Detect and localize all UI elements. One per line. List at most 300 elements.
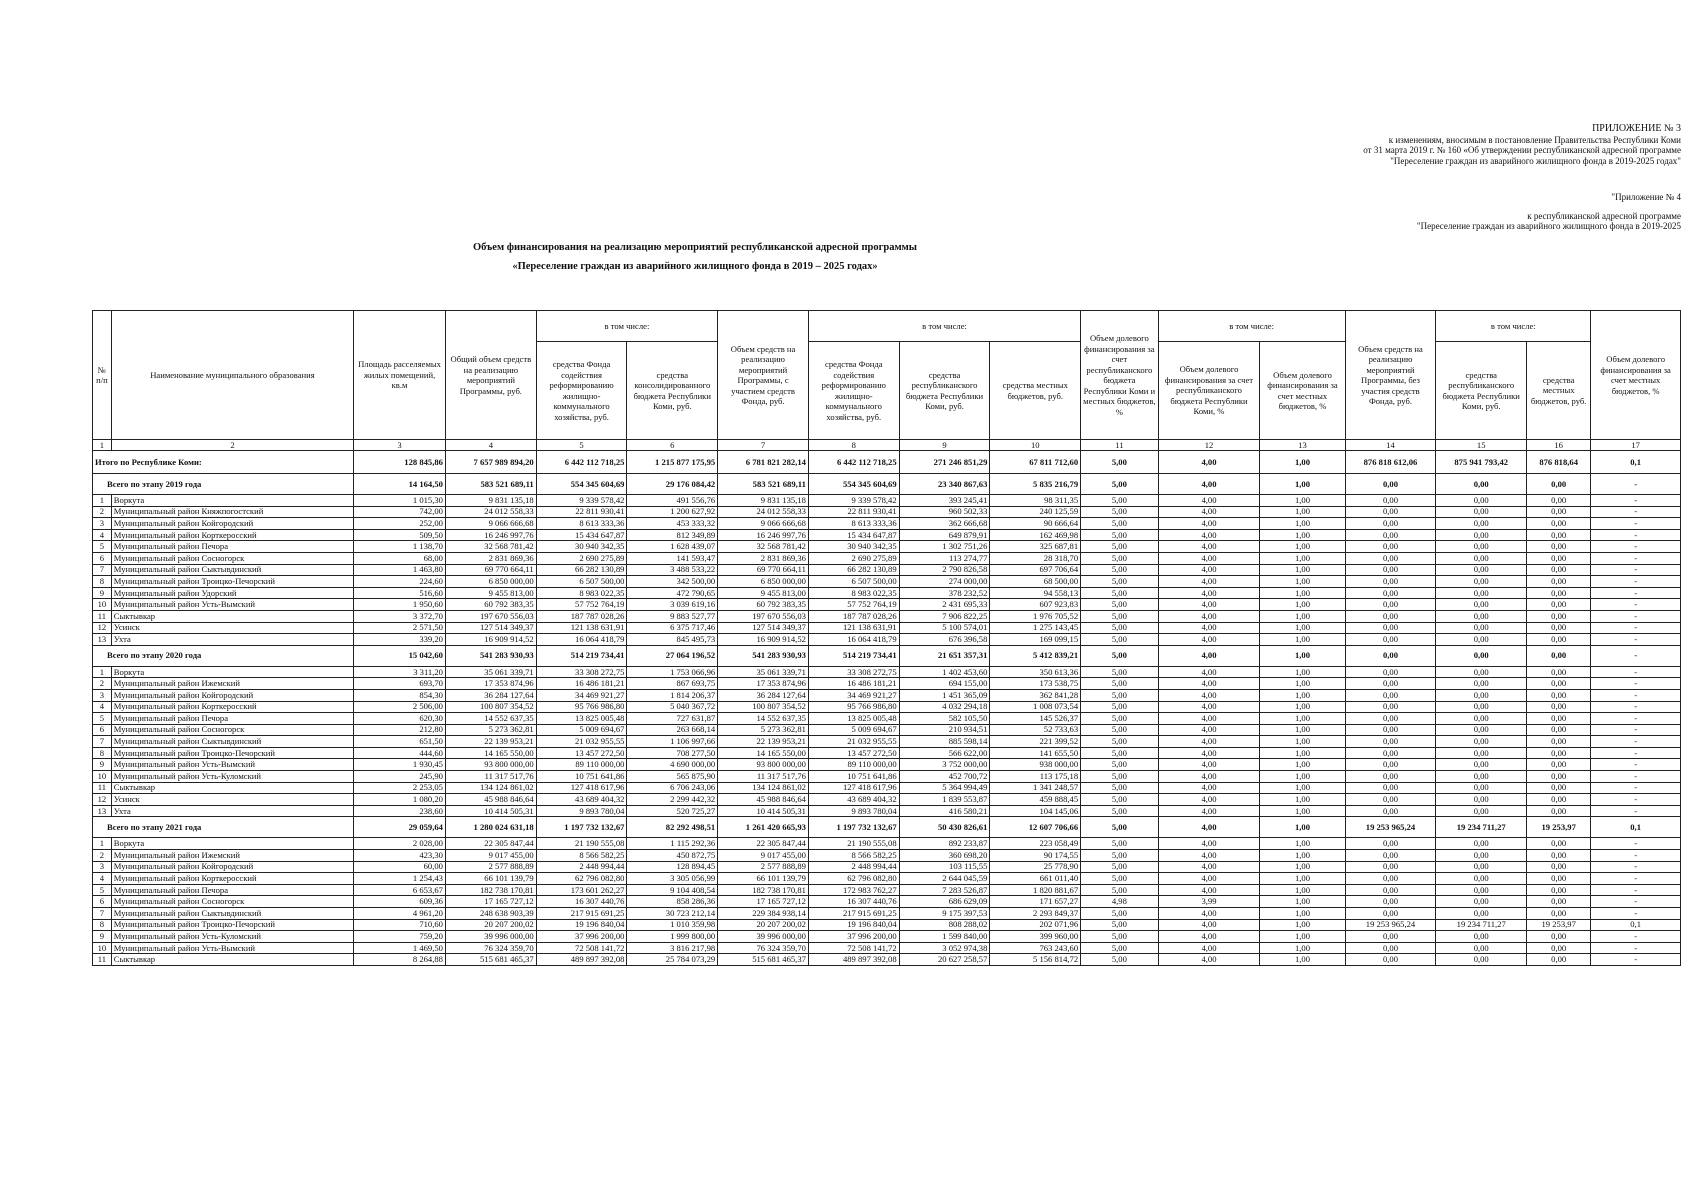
value-cell: 8 566 582,25: [536, 850, 627, 862]
value-cell: 1 106 997,66: [627, 736, 718, 748]
value-cell: 15 434 647,87: [808, 529, 899, 541]
value-cell: 12 607 706,66: [990, 817, 1081, 838]
value-cell: 22 139 953,21: [445, 736, 536, 748]
value-cell: 32 568 781,42: [718, 541, 809, 553]
value-cell: 95 766 986,80: [808, 701, 899, 713]
municipality-name: Муниципальный район Печора: [111, 713, 353, 725]
municipality-name: Муниципальный район Усть-Куломский: [111, 931, 353, 943]
value-cell: 4,00: [1158, 529, 1260, 541]
value-cell: 875 941 793,42: [1436, 451, 1527, 474]
value-cell: 10 414 505,31: [718, 805, 809, 817]
column-number: 15: [1436, 440, 1527, 451]
value-cell: 0,00: [1527, 850, 1591, 862]
value-cell: 0,00: [1345, 771, 1436, 783]
row-number: 11: [93, 782, 112, 794]
value-cell: 0,00: [1527, 736, 1591, 748]
value-cell: 1,00: [1260, 678, 1345, 690]
value-cell: 127 514 349,37: [445, 622, 536, 634]
table-row: [93, 587, 1681, 599]
value-cell: 187 787 028,26: [536, 610, 627, 622]
table-row: [93, 736, 1681, 748]
value-cell: 6 442 112 718,25: [808, 451, 899, 474]
value-cell: 10 751 641,86: [808, 771, 899, 783]
value-cell: 17 165 727,12: [718, 896, 809, 908]
value-cell: 4,00: [1158, 713, 1260, 725]
value-cell: 541 283 930,93: [445, 645, 536, 666]
table-row: [93, 678, 1681, 690]
value-cell: 1 950,60: [354, 599, 446, 611]
value-cell: 16 307 440,76: [808, 896, 899, 908]
table-row: [93, 518, 1681, 530]
value-cell: 416 580,21: [899, 805, 990, 817]
value-cell: 134 124 861,02: [718, 782, 809, 794]
value-cell: 8 983 022,35: [536, 587, 627, 599]
header-with-fund: Объем средств на реализацию мероприятий Программы, с участием средств Фонда, руб.: [718, 311, 809, 440]
value-cell: 0,00: [1527, 474, 1591, 495]
value-cell: 0,00: [1345, 747, 1436, 759]
table-row: [93, 701, 1681, 713]
value-cell: 68 500,00: [990, 576, 1081, 588]
row-number: 5: [93, 713, 112, 725]
value-cell: 0,00: [1345, 552, 1436, 564]
value-cell: 0,00: [1527, 942, 1591, 954]
value-cell: 0,00: [1345, 541, 1436, 553]
value-cell: 221 399,52: [990, 736, 1081, 748]
value-cell: 66 282 130,89: [808, 564, 899, 576]
value-cell: 4,00: [1158, 747, 1260, 759]
value-cell: 5,00: [1081, 838, 1158, 850]
value-cell: 4,00: [1158, 838, 1260, 850]
value-cell: 39 996 000,00: [445, 931, 536, 943]
header-local: средства местных бюджетов, руб.: [990, 342, 1081, 440]
value-cell: 141 593,47: [627, 552, 718, 564]
table-row: [93, 666, 1681, 678]
stage-total-row: [93, 474, 1681, 495]
value-cell: 66 101 139,79: [718, 873, 809, 885]
value-cell: 182 738 170,81: [718, 884, 809, 896]
value-cell: 0,00: [1345, 861, 1436, 873]
table-row: [93, 919, 1681, 931]
table-row: [93, 873, 1681, 885]
value-cell: 19 253 965,24: [1345, 919, 1436, 931]
value-cell: 66 282 130,89: [536, 564, 627, 576]
municipality-name: Воркута: [111, 666, 353, 678]
value-cell: 0,00: [1436, 884, 1527, 896]
value-cell: -: [1591, 908, 1681, 920]
row-number: 10: [93, 599, 112, 611]
column-number: 16: [1527, 440, 1591, 451]
value-cell: 14 164,50: [354, 474, 446, 495]
value-cell: 0,00: [1345, 759, 1436, 771]
municipality-name: Муниципальный район Троицко-Печорский: [111, 576, 353, 588]
value-cell: 812 349,89: [627, 529, 718, 541]
value-cell: -: [1591, 495, 1681, 507]
table-row: [93, 724, 1681, 736]
value-cell: 4,00: [1158, 678, 1260, 690]
value-cell: 938 000,00: [990, 759, 1081, 771]
value-cell: 1,00: [1260, 701, 1345, 713]
value-cell: 1,00: [1260, 645, 1345, 666]
value-cell: 453 333,32: [627, 518, 718, 530]
row-number: 7: [93, 736, 112, 748]
value-cell: 0,00: [1345, 805, 1436, 817]
row-number: 7: [93, 908, 112, 920]
value-cell: 1,00: [1260, 771, 1345, 783]
value-cell: 620,30: [354, 713, 446, 725]
value-cell: 9 455 813,00: [718, 587, 809, 599]
value-cell: 1,00: [1260, 805, 1345, 817]
value-cell: 28 318,70: [990, 552, 1081, 564]
value-cell: 37 996 200,00: [808, 931, 899, 943]
value-cell: 0,00: [1345, 713, 1436, 725]
value-cell: 509,50: [354, 529, 446, 541]
value-cell: 0,00: [1527, 552, 1591, 564]
value-cell: -: [1591, 634, 1681, 646]
value-cell: 2 448 994,44: [536, 861, 627, 873]
value-cell: 694 155,00: [899, 678, 990, 690]
value-cell: -: [1591, 794, 1681, 806]
value-cell: 5,00: [1081, 701, 1158, 713]
value-cell: 5,00: [1081, 908, 1158, 920]
value-cell: 5,00: [1081, 678, 1158, 690]
row-number: 12: [93, 794, 112, 806]
value-cell: 4,00: [1158, 576, 1260, 588]
municipality-name: Муниципальный район Койгородский: [111, 861, 353, 873]
value-cell: 5,00: [1081, 805, 1158, 817]
value-cell: 29 176 084,42: [627, 474, 718, 495]
header-rep: средства республиканского бюджета Республики Коми, руб.: [899, 342, 990, 440]
value-cell: 3 305 056,99: [627, 873, 718, 885]
table-row: [93, 805, 1681, 817]
value-cell: -: [1591, 884, 1681, 896]
value-cell: 2 644 045,59: [899, 873, 990, 885]
value-cell: 686 629,09: [899, 896, 990, 908]
value-cell: 19 234 711,27: [1436, 817, 1527, 838]
row-number: 6: [93, 724, 112, 736]
municipality-name: Муниципальный район Усть-Вымский: [111, 942, 353, 954]
value-cell: 62 796 082,80: [808, 873, 899, 885]
value-cell: 0,00: [1345, 724, 1436, 736]
value-cell: 33 308 272,75: [808, 666, 899, 678]
value-cell: 4,00: [1158, 701, 1260, 713]
value-cell: 0,00: [1436, 474, 1527, 495]
value-cell: 16 486 181,21: [808, 678, 899, 690]
value-cell: 4,00: [1158, 724, 1260, 736]
value-cell: 4,00: [1158, 645, 1260, 666]
header-no-fund: Объем средств на реализацию мероприятий Программы, без участия средств Фонда, руб.: [1345, 311, 1436, 440]
value-cell: 0,00: [1436, 805, 1527, 817]
value-cell: 210 934,51: [899, 724, 990, 736]
value-cell: 697 706,64: [990, 564, 1081, 576]
value-cell: -: [1591, 474, 1681, 495]
value-cell: 22 811 930,41: [808, 506, 899, 518]
value-cell: 45 988 846,64: [718, 794, 809, 806]
value-cell: 9 339 578,42: [536, 495, 627, 507]
value-cell: 4,00: [1158, 942, 1260, 954]
value-cell: 0,00: [1527, 689, 1591, 701]
value-cell: 4,00: [1158, 873, 1260, 885]
header-share-local: Объем долевого финансирования за счет местных бюджетов, %: [1260, 342, 1345, 440]
value-cell: 104 145,06: [990, 805, 1081, 817]
value-cell: 541 283 930,93: [718, 645, 809, 666]
value-cell: 217 915 691,25: [808, 908, 899, 920]
value-cell: 30 940 342,35: [536, 541, 627, 553]
value-cell: 23 340 867,63: [899, 474, 990, 495]
value-cell: 9 893 780,04: [536, 805, 627, 817]
value-cell: 4,00: [1158, 451, 1260, 474]
value-cell: 16 909 914,52: [445, 634, 536, 646]
row-number: 8: [93, 576, 112, 588]
value-cell: 3 039 619,16: [627, 599, 718, 611]
municipality-name: Муниципальный район Троицко-Печорский: [111, 919, 353, 931]
value-cell: 565 875,90: [627, 771, 718, 783]
summary-label: Всего по этапу 2019 года: [93, 474, 354, 495]
value-cell: 22 139 953,21: [718, 736, 809, 748]
value-cell: 0,00: [1436, 838, 1527, 850]
value-cell: 5,00: [1081, 759, 1158, 771]
value-cell: 2 790 826,58: [899, 564, 990, 576]
value-cell: 127 514 349,37: [718, 622, 809, 634]
value-cell: -: [1591, 701, 1681, 713]
value-cell: 0,00: [1436, 908, 1527, 920]
value-cell: 0,00: [1345, 622, 1436, 634]
value-cell: 16 064 418,79: [536, 634, 627, 646]
row-number: 4: [93, 529, 112, 541]
value-cell: 69 770 664,11: [445, 564, 536, 576]
value-cell: 1 197 732 132,67: [536, 817, 627, 838]
row-number: 6: [93, 552, 112, 564]
value-cell: 5,00: [1081, 861, 1158, 873]
municipality-name: Муниципальный район Койгородский: [111, 689, 353, 701]
value-cell: 6 706 243,06: [627, 782, 718, 794]
value-cell: 0,00: [1436, 495, 1527, 507]
value-cell: 1,00: [1260, 838, 1345, 850]
header-total: Общий объем средств на реализацию мероприятий Программы, руб.: [445, 311, 536, 440]
header-incl-4: в том числе:: [1436, 311, 1591, 342]
value-cell: 0,00: [1345, 896, 1436, 908]
value-cell: 1,00: [1260, 884, 1345, 896]
value-cell: 1,00: [1260, 861, 1345, 873]
value-cell: 1 599 840,00: [899, 931, 990, 943]
value-cell: 1 976 705,52: [990, 610, 1081, 622]
value-cell: 583 521 689,11: [445, 474, 536, 495]
value-cell: 127 418 617,96: [536, 782, 627, 794]
value-cell: 212,80: [354, 724, 446, 736]
value-cell: 1,00: [1260, 942, 1345, 954]
value-cell: 5,00: [1081, 736, 1158, 748]
value-cell: 0,00: [1436, 942, 1527, 954]
header-row: [93, 311, 1681, 342]
value-cell: 5 273 362,81: [718, 724, 809, 736]
value-cell: 103 115,55: [899, 861, 990, 873]
value-cell: 30 723 212,14: [627, 908, 718, 920]
value-cell: 742,00: [354, 506, 446, 518]
row-number: 1: [93, 495, 112, 507]
value-cell: 1,00: [1260, 552, 1345, 564]
value-cell: 33 308 272,75: [536, 666, 627, 678]
financing-table: [92, 310, 1681, 966]
value-cell: 0,00: [1436, 747, 1527, 759]
value-cell: 0,00: [1436, 634, 1527, 646]
value-cell: 710,60: [354, 919, 446, 931]
value-cell: 5 412 839,21: [990, 645, 1081, 666]
value-cell: 172 983 762,27: [808, 884, 899, 896]
value-cell: 1 463,80: [354, 564, 446, 576]
value-cell: 5,00: [1081, 817, 1158, 838]
value-cell: 5,00: [1081, 474, 1158, 495]
value-cell: 885 598,14: [899, 736, 990, 748]
value-cell: -: [1591, 805, 1681, 817]
value-cell: 13 825 005,48: [536, 713, 627, 725]
value-cell: 0,00: [1345, 931, 1436, 943]
value-cell: 8 566 582,25: [808, 850, 899, 862]
document-title: Объем финансирования на реализацию мероприятий республиканской адресной программы: [473, 242, 917, 253]
value-cell: 0,00: [1527, 506, 1591, 518]
value-cell: 0,00: [1527, 724, 1591, 736]
value-cell: 50 430 826,61: [899, 817, 990, 838]
value-cell: 1,00: [1260, 689, 1345, 701]
value-cell: 1 753 066,96: [627, 666, 718, 678]
value-cell: 360 698,20: [899, 850, 990, 862]
stage-total-row: [93, 645, 1681, 666]
value-cell: 0,00: [1436, 645, 1527, 666]
table-row: [93, 771, 1681, 783]
value-cell: 554 345 604,69: [808, 474, 899, 495]
column-number: 4: [445, 440, 536, 451]
value-cell: 4,00: [1158, 689, 1260, 701]
value-cell: 8 613 333,36: [536, 518, 627, 530]
value-cell: 693,70: [354, 678, 446, 690]
value-cell: 566 622,00: [899, 747, 990, 759]
value-cell: 5,00: [1081, 747, 1158, 759]
value-cell: 0,00: [1436, 518, 1527, 530]
value-cell: 2 690 275,89: [536, 552, 627, 564]
value-cell: 39 996 000,00: [718, 931, 809, 943]
value-cell: 0,1: [1591, 451, 1681, 474]
table-row: [93, 713, 1681, 725]
value-cell: 25 784 073,29: [627, 954, 718, 966]
value-cell: 90 174,55: [990, 850, 1081, 862]
value-cell: 30 940 342,35: [808, 541, 899, 553]
value-cell: 1,00: [1260, 759, 1345, 771]
municipality-name: Муниципальный район Усть-Вымский: [111, 759, 353, 771]
value-cell: 0,00: [1527, 645, 1591, 666]
value-cell: 4,98: [1081, 896, 1158, 908]
value-cell: 5,00: [1081, 794, 1158, 806]
row-number: 10: [93, 942, 112, 954]
value-cell: 8 983 022,35: [808, 587, 899, 599]
value-cell: 0,00: [1527, 541, 1591, 553]
value-cell: 0,00: [1345, 908, 1436, 920]
value-cell: 676 396,58: [899, 634, 990, 646]
value-cell: 1,00: [1260, 495, 1345, 507]
value-cell: 21 190 555,08: [808, 838, 899, 850]
table-row: [93, 884, 1681, 896]
value-cell: 5,00: [1081, 552, 1158, 564]
table-row: [93, 622, 1681, 634]
value-cell: 489 897 392,08: [808, 954, 899, 966]
value-cell: 89 110 000,00: [536, 759, 627, 771]
table-row: [93, 495, 1681, 507]
value-cell: 0,00: [1436, 576, 1527, 588]
value-cell: -: [1591, 541, 1681, 553]
column-number: 3: [354, 440, 446, 451]
appendix-3-line: от 31 марта 2019 г. № 160 «Об утверждении республиканской адресной программе: [1363, 145, 1681, 155]
value-cell: 52 733,63: [990, 724, 1081, 736]
value-cell: 4,00: [1158, 506, 1260, 518]
value-cell: 24 012 558,33: [445, 506, 536, 518]
value-cell: 22 305 847,44: [718, 838, 809, 850]
value-cell: -: [1591, 759, 1681, 771]
value-cell: -: [1591, 678, 1681, 690]
value-cell: 21 032 955,55: [808, 736, 899, 748]
value-cell: 21 651 357,31: [899, 645, 990, 666]
value-cell: 89 110 000,00: [808, 759, 899, 771]
value-cell: 98 311,35: [990, 495, 1081, 507]
value-cell: 0,00: [1527, 495, 1591, 507]
municipality-name: Муниципальный район Усть-Куломский: [111, 771, 353, 783]
value-cell: 169 099,15: [990, 634, 1081, 646]
value-cell: 0,00: [1527, 771, 1591, 783]
row-number: 3: [93, 689, 112, 701]
value-cell: 5,00: [1081, 634, 1158, 646]
value-cell: 6 781 821 282,14: [718, 451, 809, 474]
value-cell: -: [1591, 942, 1681, 954]
value-cell: 0,00: [1436, 771, 1527, 783]
value-cell: 1,00: [1260, 564, 1345, 576]
value-cell: 6 375 717,46: [627, 622, 718, 634]
value-cell: 0,00: [1436, 713, 1527, 725]
value-cell: 4,00: [1158, 622, 1260, 634]
value-cell: 7 657 989 894,20: [445, 451, 536, 474]
value-cell: 2 253,05: [354, 782, 446, 794]
value-cell: 10 414 505,31: [445, 805, 536, 817]
column-number: 14: [1345, 440, 1436, 451]
value-cell: 0,00: [1345, 495, 1436, 507]
value-cell: 171 657,27: [990, 896, 1081, 908]
value-cell: 25 778,90: [990, 861, 1081, 873]
row-number: 1: [93, 666, 112, 678]
value-cell: 4,00: [1158, 634, 1260, 646]
value-cell: 8 264,88: [354, 954, 446, 966]
value-cell: 0,00: [1527, 622, 1591, 634]
table-row: [93, 552, 1681, 564]
column-number: 8: [808, 440, 899, 451]
value-cell: 0,00: [1436, 873, 1527, 885]
value-cell: 0,00: [1527, 529, 1591, 541]
row-number: 9: [93, 759, 112, 771]
value-cell: 0,00: [1345, 599, 1436, 611]
table-row: [93, 954, 1681, 966]
value-cell: 1 930,45: [354, 759, 446, 771]
value-cell: 229 384 938,14: [718, 908, 809, 920]
value-cell: 19 234 711,27: [1436, 919, 1527, 931]
value-cell: 90 666,64: [990, 518, 1081, 530]
value-cell: 45 988 846,64: [445, 794, 536, 806]
value-cell: 0,00: [1527, 701, 1591, 713]
value-cell: 60 792 383,35: [718, 599, 809, 611]
value-cell: 609,36: [354, 896, 446, 908]
value-cell: 19 253 965,24: [1345, 817, 1436, 838]
value-cell: 845 495,73: [627, 634, 718, 646]
appendix-4-title: "Приложение № 4: [1611, 192, 1681, 202]
value-cell: -: [1591, 736, 1681, 748]
value-cell: 1 469,50: [354, 942, 446, 954]
column-number: 12: [1158, 440, 1260, 451]
value-cell: 2 690 275,89: [808, 552, 899, 564]
value-cell: 3 052 974,38: [899, 942, 990, 954]
value-cell: 1,00: [1260, 782, 1345, 794]
